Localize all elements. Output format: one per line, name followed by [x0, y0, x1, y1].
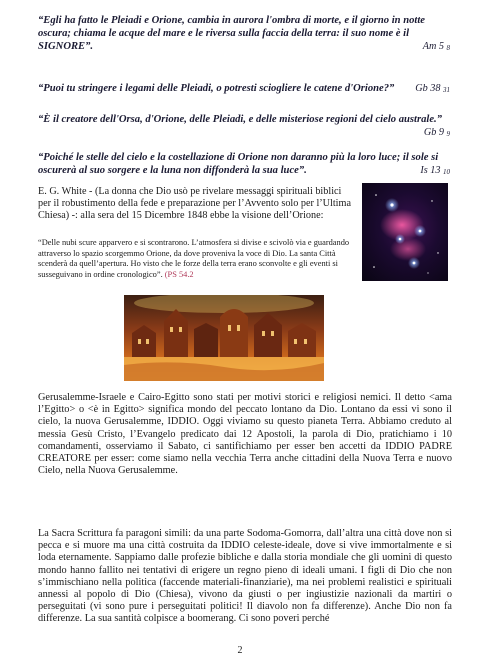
verse-reference: Gb 9 $_9$ — [423, 127, 450, 139]
verse-isaiah — [38, 151, 450, 179]
paragraph-sacred-scripture: La Sacra Scrittura fa paragoni simili: da una parte Sodoma-Gomorra, dall’altra una città dove non si pecca e si muore ma una città costruita da IDDIO celeste-ideale, dove si vive immortalmente e si loda eternamente. Sappiamo dalle profezie bibliche e dalla storia mondiale che gli uomini di questo mondo hanno fallito nei tentativi di erigere un regno pieno di ideali umani. I figli di Dio che non s’immischiano nella politica (faccende materiali-finanziarie), ma nei problemi realistici e spirituali annessi al popolo di Dio (Chiesa), vivono da giusti o per ingiustizie nazionali da martiri o perseguitati (vi sono pure i perseguitati politici! Il diavolo non fa differenze). Anche Dio non fa differenze. La sua santità colpisce a boomerang. Ci sono poveri perché — [38, 528, 452, 625]
white-intro: E. G. White - (La donna che Dio usò pe rivelare messaggi spirituali biblici per il robustimento della fede e preparazione per l’Avvento solo per l’Ultima Chiesa) -: alla sera del 15 Dicembre 1848 ebbe la visione dell’Orione: — [38, 186, 351, 222]
verse-text: “Poiché le stelle del cielo e la costellazione di Orione non daranno più la loro luce; il sole si oscurerà al suo sorgere e la luna non diffonderà la sua luce”. — [38, 152, 439, 177]
verse-job-38 — [38, 82, 450, 97]
white-citation: (PS 54.2 — [164, 269, 194, 279]
verse-amos — [38, 14, 450, 56]
verse-text: “Puoi tu stringere i legami delle Pleiadi, o potresti sciogliere le catene d'Orione?” — [38, 83, 395, 94]
white-quote: “Delle nubi scure apparvero e si scontrarono. L’atmosfera si divise e scivolò via e guardando attraverso lo spazio scorgemmo Orione, da dove proveniva la voce di Dio. La santa Città scenderà da quell’apertura. Ho visto che le forze della terra erano sconvolte e gli eventi si susseguivano in ordine cronologico”. (PS 54.2 — [38, 238, 350, 279]
verse-text: “È il creatore dell'Orsa, d'Orione, delle Pleiadi, e delle misteriose regioni del cielo australe.” — [38, 114, 442, 125]
orion-nebula-image — [362, 183, 448, 281]
verse-text: “Egli ha fatto le Pleiadi e Orione, cambia in aurora l'ombra di morte, e il giorno in notte oscura; chiama le acque del mare e le riversa sulla faccia della terra: il suo nome è il SIGNORE”. — [38, 15, 425, 53]
paragraph-jerusalem-egypt: Gerusalemme-Israele e Cairo-Egitto sono stati per motivi storici e religiosi nemici. Il detto <ama l’Egitto> o <è in Egitto> significa mondo del peccato lontano da Dio. Lontano da essi vi sono il cielo, la nuova Gerusalemme, IDDIO. Oggi viviamo su questo pianeta Terra. Abbiamo creduto al messia Gesù Cristo, l’Evangelo predicato dai 12 Apostoli, la parola di Dio, pratichiamo i 10 comandamenti, osserviamo il Sabato, ci santifichiamo per esser ben accetti da IDDIO PADRE CREATORE per esser: come siamo nella vecchia Terra anche cittadini della Nuova Terra e nuovo Cielo, nella Nuova Gerusalemme. — [38, 392, 452, 477]
jerusalem-painting — [124, 295, 324, 381]
verse-job-9 — [38, 113, 450, 141]
verse-reference: Am 5 $_8$ — [422, 41, 450, 53]
verse-reference: Gb 38 $_{31}$ — [415, 83, 450, 94]
verse-reference: Is 13 $_{10}$ — [420, 165, 450, 177]
page-number: 2 — [237, 645, 243, 656]
